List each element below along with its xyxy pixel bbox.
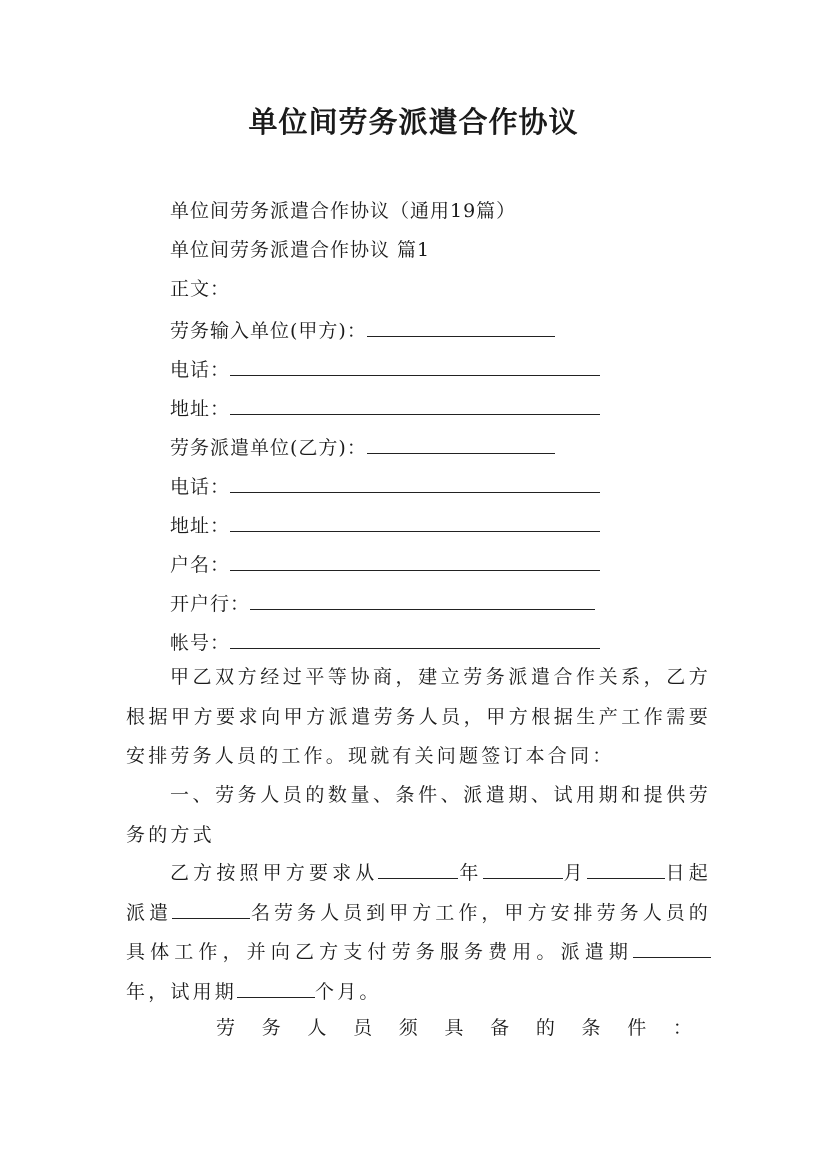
section-heading: 单位间劳务派遣合作协议 篇1 [170,239,431,261]
conditions-heading [216,1014,692,1042]
party-b-bank-row [170,587,595,618]
start-day-blank [587,856,665,879]
party-b-account-number-blank [230,626,600,649]
clause-1-heading: 一、劳务人员的数量、条件、派遣期、试用期和提供劳务的方式 [126,784,711,846]
party-b-name-row [170,431,555,462]
party-a-address-blank [230,392,600,415]
party-b-phone-blank [230,470,600,493]
probation-period-blank [237,975,315,998]
clause-1-text [126,854,711,1012]
party-a-phone-row [170,353,600,384]
conditions-heading-char: 务 [261,1017,281,1039]
party-b-name-blank [367,431,555,454]
party-b-address-row [170,509,600,540]
clause-1-text-part-2: 名劳务人员到甲方工作，甲方安排劳务人员的具体工作，并向乙方支付劳务服务费用。派遣期 [126,901,711,963]
party-b-account-number-row [170,626,600,657]
party-a-address-label: 地址： [170,398,231,420]
clause-1-month-label: 月 [562,862,587,884]
party-b-phone-row [170,470,600,501]
clause-1-year-label: 年 [458,862,483,884]
worker-count-blank [172,896,250,919]
intro-paragraph: 甲乙双方经过平等协商，建立劳务派遣合作关系，乙方根据甲方要求向甲方派遣劳务人员，甲方根据生产工作需要安排劳务人员的工作。现就有关问题签订本合同： [126,666,711,767]
party-b-name-label: 劳务派遣单位(乙方)： [170,437,367,459]
document-title: 单位间劳务派遣合作协议 [248,105,579,139]
conditions-heading-char: 须 [398,1017,418,1039]
party-a-name-blank [367,314,555,337]
clause-1-day-label: 日起派遣 [126,862,712,924]
start-month-blank [483,856,563,879]
party-a-phone-blank [230,353,600,376]
party-b-account-name-row [170,548,600,579]
conditions-heading-char: 条 [581,1017,601,1039]
conditions-heading-char: 具 [444,1017,464,1039]
start-year-blank [378,856,458,879]
conditions-heading-char: 人 [307,1017,327,1039]
party-b-bank-blank [250,587,595,610]
party-a-name-label: 劳务输入单位(甲方)： [170,320,367,342]
clause-1-text-part-4: 个月。 [315,980,382,1003]
conditions-heading-char: 备 [490,1017,510,1039]
document-subtitle: 单位间劳务派遣合作协议（通用19篇） [170,200,517,222]
conditions-heading-char: 件 [627,1017,647,1039]
party-b-address-blank [230,509,600,532]
party-a-address-row [170,392,600,423]
party-a-name-row [170,314,555,345]
party-b-phone-label: 电话： [170,476,231,498]
clause-1-text-part-1: 乙方按照甲方要求从 [170,862,379,884]
party-b-account-number-label: 帐号： [170,632,231,654]
party-b-account-name-blank [230,548,600,571]
party-a-phone-label: 电话： [170,359,231,381]
party-b-bank-label: 开户行： [170,593,251,615]
conditions-heading-char: 的 [535,1017,555,1039]
clause-1-text-part-3: 年，试用期 [126,980,238,1003]
party-b-address-label: 地址： [170,515,231,537]
dispatch-period-blank [633,935,711,958]
conditions-heading-char: 劳 [216,1017,236,1039]
party-b-account-name-label: 户名： [170,554,231,576]
conditions-heading-char: 员 [353,1017,373,1039]
conditions-heading-char: ： [672,1017,692,1039]
body-label: 正文： [170,278,231,300]
